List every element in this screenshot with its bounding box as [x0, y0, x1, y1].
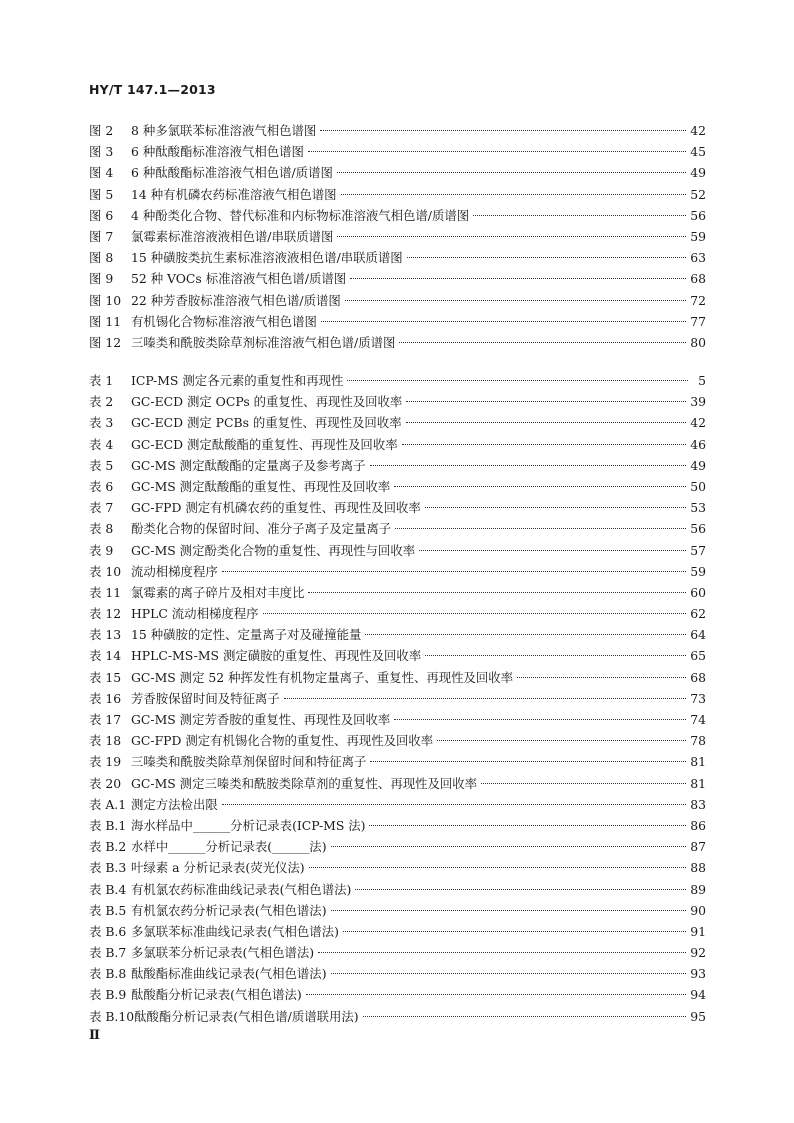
table-entry-title: GC-FPD 测定有机磷农药的重复性、再现性及回收率	[131, 500, 421, 516]
table-entry-title: HPLC-MS-MS 测定磺胺的重复性、再现性及回收率	[131, 648, 422, 664]
figure-entry-title: 6 种酞酸酯标准溶液气相色谱图	[131, 144, 304, 160]
table-entry-page: 81	[690, 754, 706, 770]
figure-entry[interactable]	[89, 162, 706, 183]
table-entry[interactable]	[89, 518, 706, 539]
dot-leader	[308, 151, 686, 152]
table-entry[interactable]	[89, 900, 706, 921]
table-entry[interactable]	[89, 561, 706, 582]
table-entry-title: GC-MS 测定酞酸酯的定量离子及参考离子	[131, 457, 366, 473]
page-number: Ⅱ	[89, 1028, 100, 1043]
figure-entry[interactable]	[89, 247, 706, 268]
table-entry-page: 83	[690, 796, 706, 812]
table-entry-title: ICP-MS 测定各元素的重复性和再现性	[131, 373, 344, 388]
figure-entry-label: 图 4	[89, 165, 114, 181]
table-entry-title: 水样中______分析记录表(______法)	[131, 839, 327, 855]
dot-leader	[306, 994, 686, 995]
table-entry-label: 表 B.9	[89, 987, 127, 1003]
table-entry-label: 表 6	[89, 478, 114, 494]
figure-entry-label: 图 5	[89, 186, 114, 202]
dot-leader	[222, 571, 686, 572]
table-entry[interactable]	[89, 455, 706, 476]
dot-leader	[345, 300, 686, 301]
table-entry-page: 56	[690, 521, 706, 537]
table-entry[interactable]	[89, 391, 706, 412]
figure-entry-label: 图 6	[89, 207, 114, 223]
figure-entry-label: 图 10	[89, 292, 122, 308]
figure-entry-title: 氯霉素标准溶液液相色谱/串联质谱图	[131, 228, 334, 244]
figure-entry-page: 63	[690, 250, 706, 266]
table-entry-title: GC-MS 测定酞酸酯的重复性、再现性及回收率	[131, 478, 391, 494]
figure-entry-page: 45	[690, 144, 706, 160]
dot-leader	[337, 172, 686, 173]
table-entry-page: 73	[690, 690, 706, 706]
table-entry[interactable]	[89, 476, 706, 497]
dot-leader	[343, 931, 686, 932]
table-entry[interactable]	[89, 603, 706, 624]
dot-leader	[370, 465, 687, 466]
figure-entry-page: 42	[690, 123, 706, 138]
dot-leader	[399, 342, 686, 343]
table-entry[interactable]	[89, 434, 706, 455]
figure-entry-label: 图 7	[89, 228, 114, 244]
table-entry-label: 表 2	[89, 394, 114, 410]
table-entry-page: 92	[690, 945, 706, 961]
table-entry-page: 81	[690, 775, 706, 791]
dot-leader	[394, 486, 686, 487]
dot-leader	[402, 444, 687, 445]
table-entry[interactable]	[89, 540, 706, 561]
table-entry-label: 表 B.1	[89, 817, 127, 833]
dot-leader	[517, 677, 686, 678]
table-entry-title: 15 种磺胺的定性、定量离子对及碰撞能量	[131, 627, 362, 643]
dot-leader	[394, 719, 686, 720]
figure-entry[interactable]	[89, 205, 706, 226]
table-entry[interactable]	[89, 794, 706, 815]
figure-entry-title: 6 种酞酸酯标准溶液气相色谱/质谱图	[131, 165, 333, 181]
table-entry-page: 93	[690, 966, 706, 982]
table-entry-title: GC-ECD 测定 OCPs 的重复性、再现性及回收率	[131, 394, 403, 410]
table-entry-page: 50	[690, 478, 706, 494]
table-entry[interactable]	[89, 963, 706, 984]
table-entry-page: 5	[698, 373, 706, 388]
table-entry-page: 57	[690, 542, 706, 558]
table-entry-title: 多氯联苯分析记录表(气相色谱法)	[131, 945, 315, 961]
table-entry-title: 流动相梯度程序	[131, 563, 218, 579]
table-entry-label: 表 B.6	[89, 923, 127, 939]
figure-entry-page: 72	[690, 292, 706, 308]
dot-leader	[321, 321, 686, 322]
table-entry-title: GC-MS 测定芳香胺的重复性、再现性及回收率	[131, 712, 391, 727]
figure-entry[interactable]	[89, 332, 706, 353]
table-entry-label: 表 13	[89, 627, 122, 643]
dot-leader	[395, 528, 686, 529]
table-entry[interactable]	[89, 1006, 706, 1027]
table-entry-page: 90	[690, 902, 706, 918]
figure-entry-title: 三嗪类和酰胺类除草剂标准溶液气相色谱/质谱图	[131, 334, 396, 350]
table-entry-page: 62	[690, 606, 706, 622]
figure-entry-title: 52 种 VOCs 标准溶液气相色谱/质谱图	[131, 271, 347, 287]
dot-leader	[331, 846, 687, 847]
table-entry-page: 64	[690, 627, 706, 643]
table-entry-title: GC-MS 测定酚类化合物的重复性、再现性与回收率	[131, 542, 416, 558]
table-entry[interactable]	[89, 667, 706, 688]
table-entry-title: 有机氯农药标准曲线记录表(气相色谱法)	[131, 881, 352, 897]
table-entry-title: 海水样品中______分析记录表(ICP-MS 法)	[131, 817, 366, 833]
figure-entry-page: 56	[690, 207, 706, 223]
figure-entry-page: 52	[690, 186, 706, 202]
table-entry-label: 表 18	[89, 733, 122, 749]
table-entry[interactable]	[89, 688, 706, 709]
table-entry-page: 39	[690, 394, 706, 410]
table-entry-label: 表 9	[89, 542, 114, 558]
table-entry-page: 86	[690, 817, 706, 833]
table-entry-label: 表 19	[89, 754, 122, 770]
table-entry-label: 表 15	[89, 669, 122, 685]
table-entry-label: 表 4	[89, 436, 114, 452]
table-entry[interactable]	[89, 709, 706, 730]
dot-leader	[406, 422, 687, 423]
table-entry-page: 95	[690, 1008, 706, 1024]
dot-leader	[419, 550, 686, 551]
dot-leader	[437, 740, 686, 741]
dot-leader	[481, 783, 686, 784]
table-entry-label: 表 8	[89, 521, 114, 537]
figure-entry[interactable]	[89, 120, 706, 141]
table-entry-page: 49	[690, 457, 706, 473]
dot-leader	[331, 973, 687, 974]
dot-leader	[370, 761, 686, 762]
figure-entry-label: 图 9	[89, 271, 114, 287]
dot-leader	[337, 236, 686, 237]
table-entry-label: 表 B.4	[89, 881, 127, 897]
figure-entry[interactable]	[89, 226, 706, 247]
table-entry-label: 表 11	[89, 584, 122, 600]
table-entry-title: 有机氯农药分析记录表(气相色谱法)	[131, 902, 327, 918]
figure-entry-page: 59	[690, 228, 706, 244]
dot-leader	[308, 592, 686, 593]
figure-entry-page: 49	[690, 165, 706, 181]
table-entry-title: GC-ECD 测定酞酸酯的重复性、再现性及回收率	[131, 436, 398, 452]
figure-entry-label: 图 3	[89, 144, 114, 160]
table-entry-label: 表 B.2	[89, 839, 127, 855]
table-entry[interactable]	[89, 370, 706, 391]
figure-entry[interactable]	[89, 290, 706, 311]
table-entry-label: 表 12	[89, 606, 122, 622]
table-entry[interactable]	[89, 645, 706, 666]
table-entry-label: 表 1	[89, 373, 114, 388]
table-entry-page: 60	[690, 584, 706, 600]
table-entry-label: 表 B.8	[89, 966, 127, 982]
figure-entry-label: 图 11	[89, 313, 122, 329]
table-entry-page: 42	[690, 415, 706, 431]
table-entry-title: 测定方法检出限	[131, 796, 218, 812]
table-entry[interactable]	[89, 984, 706, 1005]
table-entry-page: 94	[690, 987, 706, 1003]
table-entry[interactable]	[89, 412, 706, 433]
table-entry-label: 表 B.10	[89, 1008, 135, 1024]
dot-leader	[425, 655, 686, 656]
figure-entry-title: 4 种酚类化合物、替代标准和内标物标准溶液气相色谱/质谱图	[131, 207, 470, 223]
dot-leader	[473, 215, 686, 216]
figure-entry-page: 68	[690, 271, 706, 287]
figure-list	[89, 120, 706, 353]
dot-leader	[263, 613, 687, 614]
table-entry-page: 65	[690, 648, 706, 664]
figure-entry[interactable]	[89, 268, 706, 289]
table-entry-label: 表 16	[89, 690, 122, 706]
table-entry-title: 酞酸酯分析记录表(气相色谱法)	[131, 987, 302, 1003]
table-entry[interactable]	[89, 730, 706, 751]
figure-entry-title: 8 种多氯联苯标准溶液气相色谱图	[131, 123, 317, 138]
table-entry-label: 表 B.5	[89, 902, 127, 918]
table-entry-label: 表 17	[89, 712, 122, 727]
table-entry-page: 91	[690, 923, 706, 939]
dot-leader	[222, 804, 686, 805]
dot-leader	[425, 507, 686, 508]
dot-leader	[350, 278, 686, 279]
table-entry[interactable]	[89, 582, 706, 603]
table-entry-title: 氯霉素的离子碎片及相对丰度比	[131, 584, 305, 600]
table-entry-title: 叶绿素 a 分析记录表(荧光仪法)	[131, 860, 305, 876]
dot-leader	[355, 889, 686, 890]
dot-leader	[406, 401, 686, 402]
table-entry-label: 表 7	[89, 500, 114, 516]
figure-entry-label: 图 2	[89, 123, 114, 138]
table-entry-page: 88	[690, 860, 706, 876]
table-entry-page: 53	[690, 500, 706, 516]
table-entry-page: 89	[690, 881, 706, 897]
table-entry[interactable]	[89, 815, 706, 836]
dot-leader	[365, 634, 686, 635]
table-entry-page: 59	[690, 563, 706, 579]
dot-leader	[369, 825, 686, 826]
dot-leader	[309, 867, 687, 868]
table-entry-title: 酚类化合物的保留时间、准分子离子及定量离子	[131, 521, 392, 537]
table-entry-page: 78	[690, 733, 706, 749]
dot-leader	[320, 130, 686, 131]
table-entry-title: GC-MS 测定三嗪类和酰胺类除草剂的重复性、再现性及回收率	[131, 775, 478, 791]
figure-entry-title: 22 种芳香胺标准溶液气相色谱/质谱图	[131, 292, 341, 308]
figure-entry-title: 有机锡化合物标准溶液气相色谱图	[131, 313, 317, 329]
table-entry-title: 酞酸酯标准曲线记录表(气相色谱法)	[131, 966, 327, 982]
table-entry-title: GC-ECD 测定 PCBs 的重复性、再现性及回收率	[131, 415, 402, 431]
table-entry-title: 三嗪类和酰胺类除草剂保留时间和特征离子	[131, 754, 367, 770]
table-list	[89, 370, 706, 1027]
figure-entry-title: 14 种有机磷农药标准溶液气相色谱图	[131, 186, 337, 202]
figure-entry[interactable]	[89, 184, 706, 205]
table-entry-page: 46	[690, 436, 706, 452]
table-entry-title: GC-MS 测定 52 种挥发性有机物定量离子、重复性、再现性及回收率	[131, 669, 514, 685]
table-entry[interactable]	[89, 773, 706, 794]
table-entry[interactable]	[89, 942, 706, 963]
dot-leader	[318, 952, 686, 953]
table-entry-page: 74	[690, 712, 706, 727]
dot-leader	[284, 698, 687, 699]
table-entry-label: 表 B.3	[89, 860, 127, 876]
table-entry-label: 表 14	[89, 648, 122, 664]
table-entry-title: 酞酸酯分析记录表(气相色谱/质谱联用法)	[134, 1008, 359, 1024]
figure-entry-label: 图 12	[89, 334, 122, 350]
figure-entry[interactable]	[89, 141, 706, 162]
table-entry-title: HPLC 流动相梯度程序	[131, 606, 259, 622]
table-entry[interactable]	[89, 751, 706, 772]
table-entry[interactable]	[89, 497, 706, 518]
table-entry-label: 表 20	[89, 775, 122, 791]
table-entry-page: 87	[690, 839, 706, 855]
table-entry[interactable]	[89, 879, 706, 900]
table-entry[interactable]	[89, 624, 706, 645]
dot-leader	[331, 910, 687, 911]
table-entry-title: GC-FPD 测定有机锡化合物的重复性、再现性及回收率	[131, 733, 434, 749]
table-entry-label: 表 10	[89, 563, 122, 579]
figure-entry-label: 图 8	[89, 250, 114, 266]
table-entry-label: 表 5	[89, 457, 114, 473]
figure-entry-title: 15 种磺胺类抗生素标准溶液液相色谱/串联质谱图	[131, 250, 403, 266]
table-entry-label: 表 B.7	[89, 945, 127, 961]
dot-leader	[363, 1016, 687, 1017]
table-entry-title: 多氯联苯标准曲线记录表(气相色谱法)	[131, 923, 339, 939]
figure-entry-page: 80	[690, 334, 706, 350]
figure-entry[interactable]	[89, 311, 706, 332]
table-entry-label: 表 A.1	[89, 796, 127, 812]
dot-leader	[347, 380, 688, 381]
table-entry-title: 芳香胺保留时间及特征离子	[131, 690, 280, 706]
document-id: HY/T 147.1—2013	[89, 82, 216, 97]
table-entry[interactable]	[89, 836, 706, 857]
table-entry[interactable]	[89, 857, 706, 878]
dot-leader	[407, 257, 687, 258]
table-entry[interactable]	[89, 921, 706, 942]
table-entry-label: 表 3	[89, 415, 114, 431]
dot-leader	[341, 194, 687, 195]
table-entry-page: 68	[690, 669, 706, 685]
figure-entry-page: 77	[690, 313, 706, 329]
